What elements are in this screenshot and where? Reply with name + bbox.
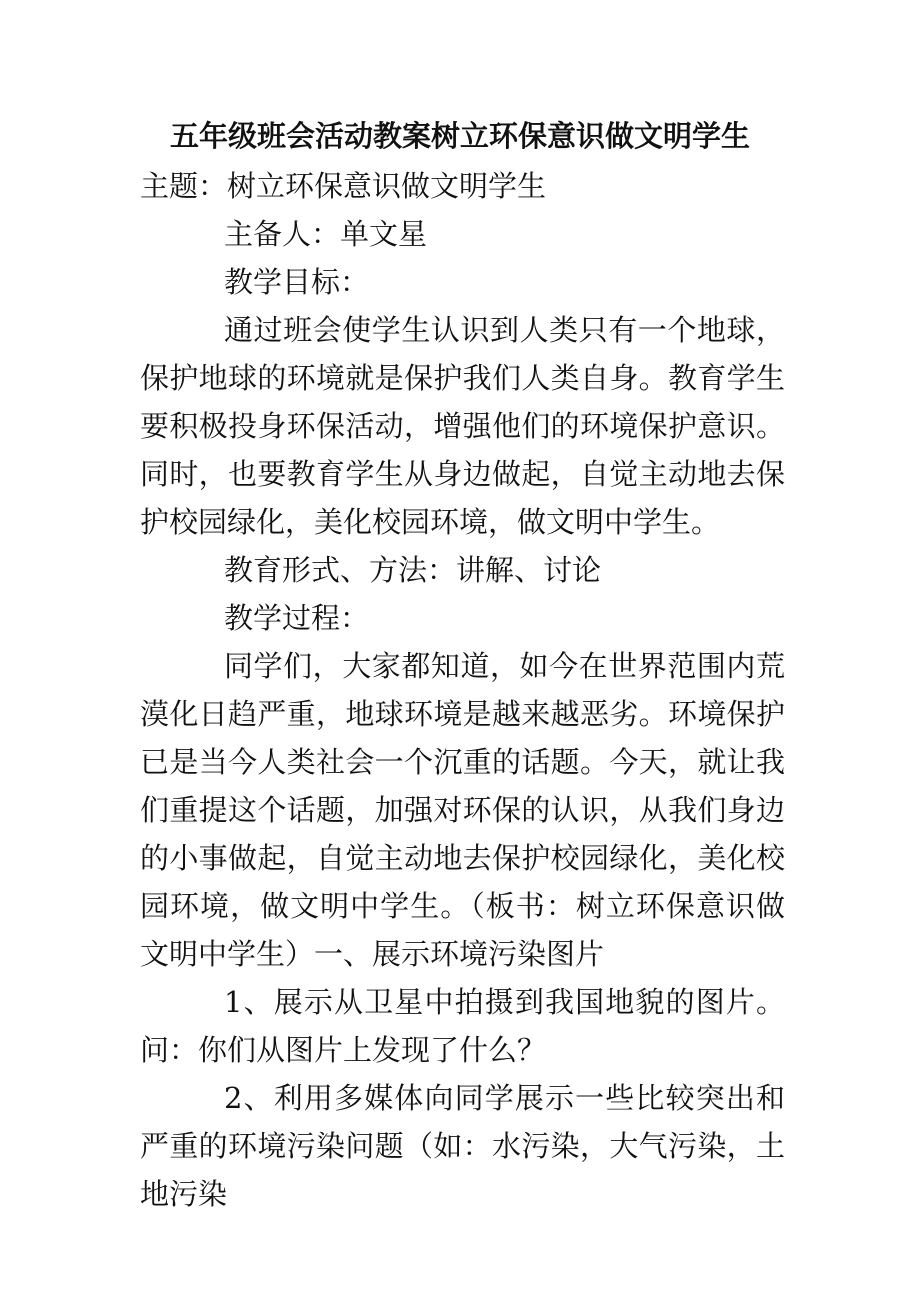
process-paragraph: 同学们，大家都知道，如今在世界范围内荒漠化日趋严重，地球环境是越来越恶劣。环境保护已是当今人类社会一个沉重的话题。今天，就让我们重提这个话题，加强对环保的认识，从我们身边的小事做起，自觉主动地去保护校园绿化，美化校园环境，做文明中学生。（板书：树立环保意识做文明中学生）一、展示环境污染图片 [140,649,785,971]
process-heading: 教学过程： [224,601,370,635]
form-method-line: 教育形式、方法：讲解、讨论 [224,553,602,587]
objectives-heading: 教学目标： [224,265,370,299]
list-item-1: 1、展示从卫星中拍摄到我国地貌的图片。问：你们从图片上发现了什么？ [140,985,785,1067]
theme-line: 主题：树立环保意识做文明学生 [140,169,547,203]
list-item-2: 2、利用多媒体向同学展示一些比较突出和严重的环境污染问题（如：水污染，大气污染，土地污染 [140,1081,785,1211]
objectives-paragraph: 通过班会使学生认识到人类只有一个地球，保护地球的环境就是保护我们人类自身。教育学生要积极投身环保活动，增强他们的环境保护意识。同时，也要教育学生从身边做起，自觉主动地去保护校园绿化，美化校园环境，做文明中学生。 [140,313,785,539]
document-title: 五年级班会活动教案树立环保意识做文明学生 [169,119,750,153]
preparer-line: 主备人：单文星 [224,217,428,251]
